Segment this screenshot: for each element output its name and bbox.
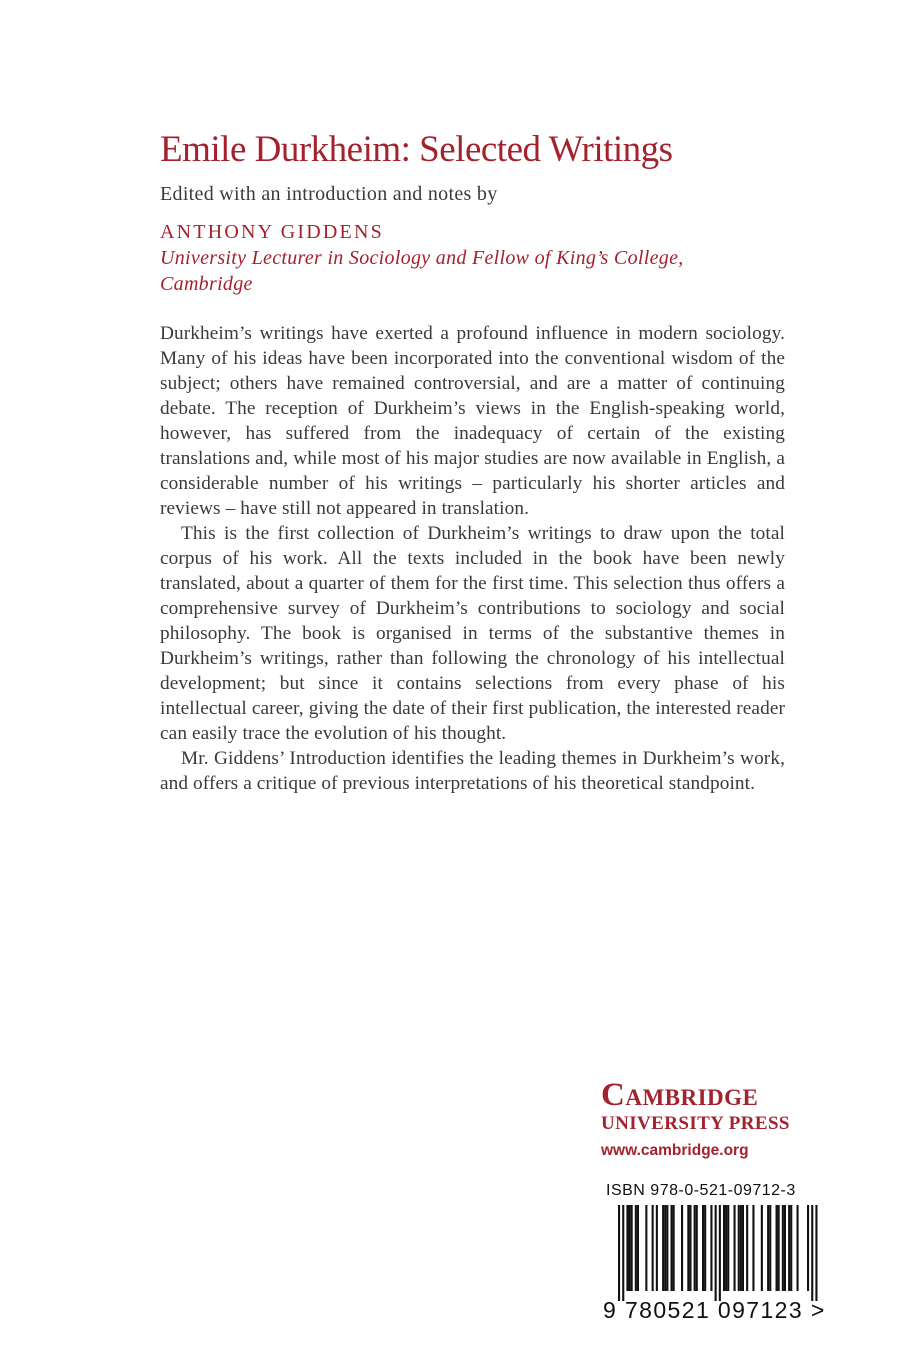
barcode-bar: [710, 1205, 712, 1291]
barcode-bar: [673, 1205, 675, 1291]
barcode-bar: [704, 1205, 706, 1291]
barcode-bar: [656, 1205, 658, 1291]
barcode-bar: [769, 1205, 771, 1291]
barcode-bar: [664, 1205, 666, 1291]
barcode-bar: [782, 1205, 784, 1291]
barcode-bar: [652, 1205, 654, 1291]
barcode-bar: [702, 1205, 704, 1291]
barcode-bar: [784, 1205, 786, 1291]
barcode-bar: [723, 1205, 725, 1291]
barcode-bar: [778, 1205, 780, 1291]
barcode-digits: 9 780521 097123 >: [603, 1297, 826, 1321]
barcode-bar: [689, 1205, 691, 1291]
barcode-bar: [742, 1205, 744, 1291]
barcode-bar: [727, 1205, 729, 1291]
barcode-bar: [815, 1205, 817, 1301]
barcode-bar: [696, 1205, 698, 1291]
barcode-bar: [725, 1205, 727, 1291]
barcode-bar: [687, 1205, 689, 1291]
publisher-subtitle: UNIVERSITY PRESS: [601, 1113, 790, 1134]
barcode-bar: [738, 1205, 740, 1291]
barcode-bar: [694, 1205, 696, 1291]
barcode-bar: [645, 1205, 647, 1291]
barcode-bar: [740, 1205, 742, 1291]
barcode-bar: [622, 1205, 624, 1301]
barcode-bar: [797, 1205, 799, 1291]
barcode-bar: [715, 1205, 717, 1301]
barcode-bar: [631, 1205, 633, 1291]
barcode-bar: [811, 1205, 813, 1301]
isbn-barcode: [600, 1203, 832, 1321]
book-description: [160, 321, 785, 796]
affiliation-line-1: University Lecturer in Sociology and Fellow of King’s College,: [160, 247, 684, 269]
barcode-bar: [626, 1205, 628, 1291]
barcode-bar: [671, 1205, 673, 1291]
description-paragraph-2: This is the first collection of Durkheim’s writings to draw upon the total corpus of his work. All the texts included in the book have been newly translated, about a quarter of them for the first time. This selection thus offers a comprehensive survey of Durkheim’s contributions to sociology and social philosophy. The book is organised in terms of the substantive themes in Durkheim’s writings, rather than following the chronology of his intellectual development; but since it contains selections from every phase of his intellectual career, giving the date of their first publication, the interested reader can easily trace the evolution of his thought.: [160, 523, 785, 744]
barcode-bar: [761, 1205, 763, 1291]
editor-affiliation: [160, 245, 820, 297]
publisher-name: Cambridge: [601, 1077, 759, 1113]
barcode-bar: [746, 1205, 748, 1291]
editor-name: ANTHONY GIDDENS: [160, 221, 384, 243]
barcode-bar: [719, 1205, 721, 1301]
affiliation-line-2: Cambridge: [160, 273, 253, 295]
description-paragraph-3: Mr. Giddens’ Introduction identifies the leading themes in Durkheim’s work, and offers a critique of previous interpretations of his theoretical standpoint.: [160, 748, 785, 794]
barcode-bar: [767, 1205, 769, 1291]
description-paragraph-1: Durkheim’s writings have exerted a profound influence in modern sociology. Many of his ideas have been incorporated into the conventional wisdom of the subject; others have remained controversial, and are a matter of continuing debate. The reception of Durkheim’s views in the English-speaking world, however, has suffered from the inadequacy of certain of the existing translations and, while most of his major studies are now available in English, a considerable number of his writings – particularly his shorter articles and reviews – have still not appeared in translation.: [160, 323, 785, 519]
barcode-bar: [790, 1205, 792, 1291]
barcode-bar: [637, 1205, 639, 1291]
barcode-bar: [629, 1205, 631, 1291]
isbn-label: ISBN 978-0-521-09712-3: [606, 1182, 796, 1199]
publisher-logo: [601, 1078, 841, 1160]
barcode-bar: [807, 1205, 809, 1291]
barcode-bar: [618, 1205, 620, 1301]
barcode-bar: [788, 1205, 790, 1291]
barcode-bar: [734, 1205, 736, 1291]
barcode-bar: [635, 1205, 637, 1291]
publisher-url: www.cambridge.org: [601, 1142, 749, 1159]
barcode-bar: [666, 1205, 668, 1291]
book-title: Emile Durkheim: Selected Writings: [160, 129, 673, 170]
barcode-bar: [752, 1205, 754, 1291]
barcode-bar: [662, 1205, 664, 1291]
edited-by-line: Edited with an introduction and notes by: [160, 183, 498, 205]
barcode-bar: [776, 1205, 778, 1291]
barcode-bar: [681, 1205, 683, 1291]
